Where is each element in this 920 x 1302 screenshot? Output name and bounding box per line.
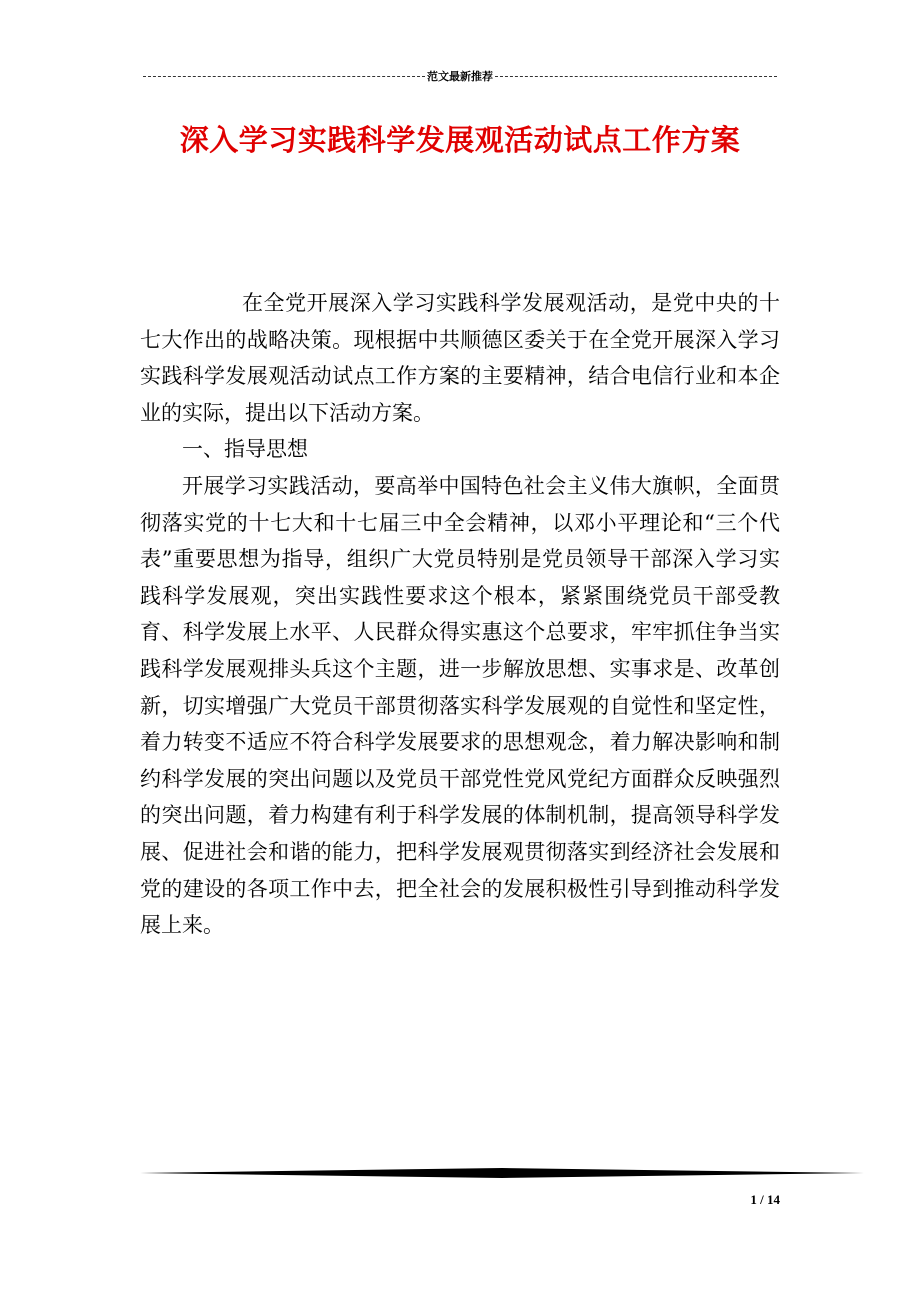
section-heading-guiding-ideology: 一、指导思想	[182, 437, 308, 462]
document-body	[140, 285, 780, 944]
footer-divider	[140, 1168, 864, 1178]
header-dash-left	[143, 76, 425, 77]
paragraph-guiding-ideology: 开展学习实践活动，要高举中国特色社会主义伟大旗帜，全面贯彻落实党的十七大和十七届三中全会精神，以邓小平理论和“三个代表”重要思想为指导，组织广大党员特别是党员领导干部深入学习实践科学发展观，突出实践性要求这个根本，紧紧围绕党员干部受教育、科学发展上水平、人民群众得实惠这个总要求，牢牢抓住争当实践科学发展观排头兵这个主题，进一步解放思想、实事求是、改革创新，切实增强广大党员干部贯彻落实科学发展观的自觉性和坚定性，着力转变不适应不符合科学发展要求的思想观念，着力解决影响和制约科学发展的突出问题以及党员干部党性党风党纪方面群众反映强烈的突出问题，着力构建有利于科学发展的体制机制，提高领导科学发展、促进社会和谐的能力，把科学发展观贯彻落实到经济社会发展和党的建设的各项工作中去，把全社会的发展积极性引导到推动科学发展上来。	[140, 473, 780, 938]
header-label: 范文最新推荐	[427, 69, 493, 83]
header-dash-right	[495, 76, 777, 77]
page-header	[140, 67, 780, 85]
page-number: 1 / 14	[750, 1192, 780, 1207]
document-title: 深入学习实践科学发展观活动试点工作方案	[179, 123, 741, 157]
paragraph-intro: 在全党开展深入学习实践科学发展观活动，是党中央的十七大作出的战略决策。现根据中共顺德区委关于在全党开展深入学习实践科学发展观活动试点工作方案的主要精神，结合电信行业和本企业的实际，提出以下活动方案。	[140, 291, 780, 425]
